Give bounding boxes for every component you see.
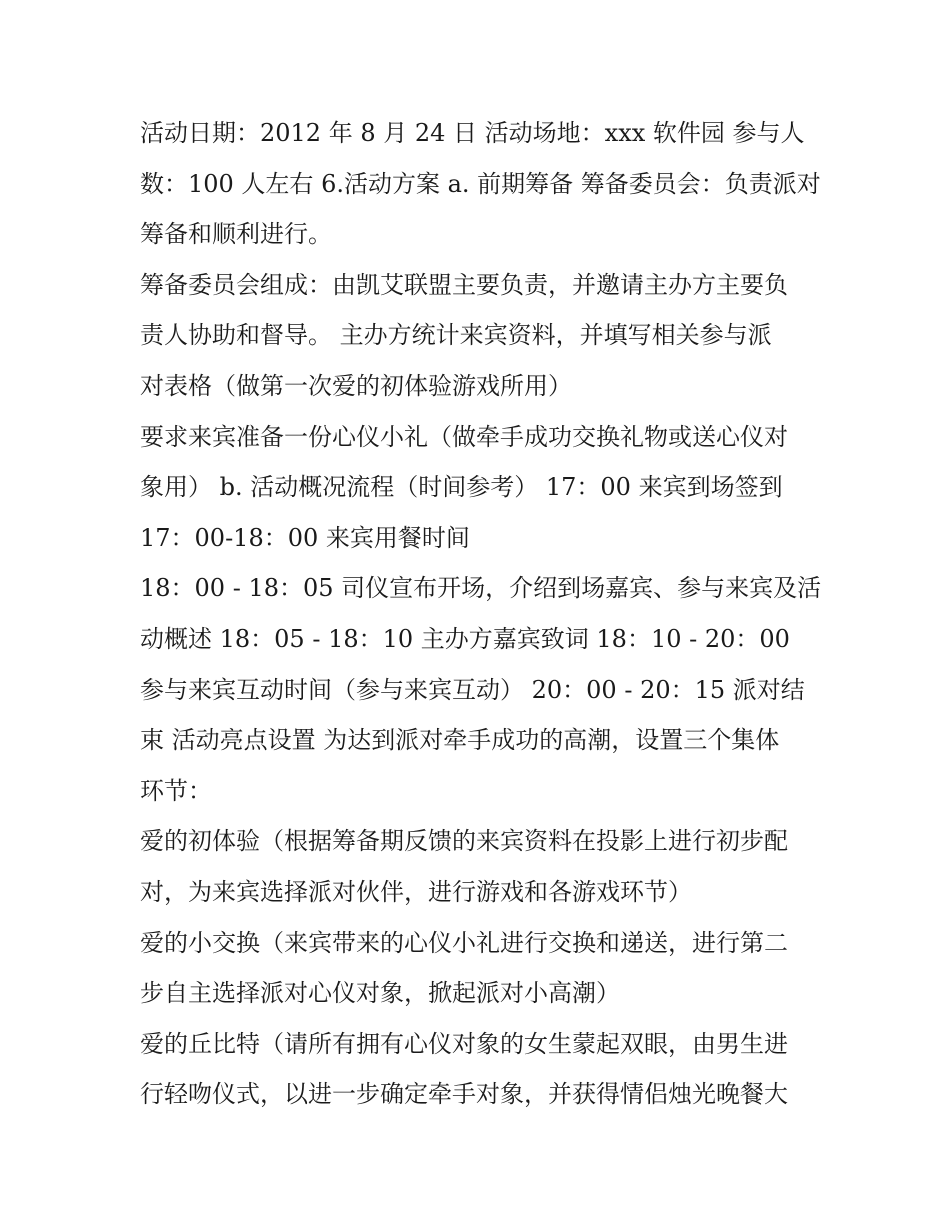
text-line: 象用） b. 活动概况流程（时间参考） 17：00 来宾到场签到 — [140, 473, 783, 502]
paragraph-committee — [140, 260, 820, 412]
text-line: 步自主选择派对心仪对象，掀起派对小高潮） — [140, 979, 620, 1008]
text-line: 筹备和顺利进行。 — [140, 220, 332, 249]
text-line: 爱的初体验（根据筹备期反馈的来宾资料在投影上进行初步配 — [140, 827, 788, 856]
paragraph-small-exchange — [140, 918, 820, 1019]
text-line: 爱的丘比特（请所有拥有心仪对象的女生蒙起双眼，由男生进 — [140, 1029, 788, 1058]
text-line: 行轻吻仪式，以进一步确定牵手对象，并获得情侣烛光晚餐大 — [140, 1080, 788, 1109]
text-line: 要求来宾准备一份心仪小礼（做牵手成功交换礼物或送心仪对 — [140, 422, 788, 451]
text-line: 17：00-18：00 来宾用餐时间 — [140, 523, 470, 552]
text-line: 环节： — [140, 776, 212, 805]
document-body — [140, 108, 820, 1120]
text-line: 动概述 18：05 - 18：10 主办方嘉宾致词 18：10 - 20：00 — [140, 624, 790, 653]
text-line: 责人协助和督导。 主办方统计来宾资料，并填写相关参与派 — [140, 321, 772, 350]
paragraph-cupid — [140, 1019, 820, 1120]
text-line: 筹备委员会组成：由凯艾联盟主要负责，并邀请主办方主要负 — [140, 270, 788, 299]
text-line: 数：100 人左右 6.活动方案 a. 前期筹备 筹备委员会：负责派对 — [140, 169, 821, 198]
text-line: 对，为来宾选择派对伙伴，进行游戏和各游戏环节） — [140, 877, 692, 906]
paragraph-dinner-time — [140, 513, 820, 564]
text-line: 束 活动亮点设置 为达到派对牵手成功的高潮，设置三个集体 — [140, 726, 780, 755]
paragraph-interaction — [140, 665, 820, 817]
text-line: 爱的小交换（来宾带来的心仪小礼进行交换和递送，进行第二 — [140, 928, 788, 957]
text-line: 活动日期：2012 年 8 月 24 日 活动场地：xxx 软件园 参与人 — [140, 119, 805, 147]
paragraph-gift-requirement — [140, 412, 820, 513]
paragraph-first-experience — [140, 816, 820, 917]
paragraph-opening — [140, 563, 820, 664]
paragraph-event-info — [140, 108, 820, 260]
text-line: 参与来宾互动时间（参与来宾互动） 20：00 - 20：15 派对结 — [140, 675, 805, 704]
text-line: 18：00 - 18：05 司仪宣布开场，介绍到场嘉宾、参与来宾及活 — [140, 574, 822, 603]
text-line: 对表格（做第一次爱的初体验游戏所用） — [140, 371, 572, 400]
